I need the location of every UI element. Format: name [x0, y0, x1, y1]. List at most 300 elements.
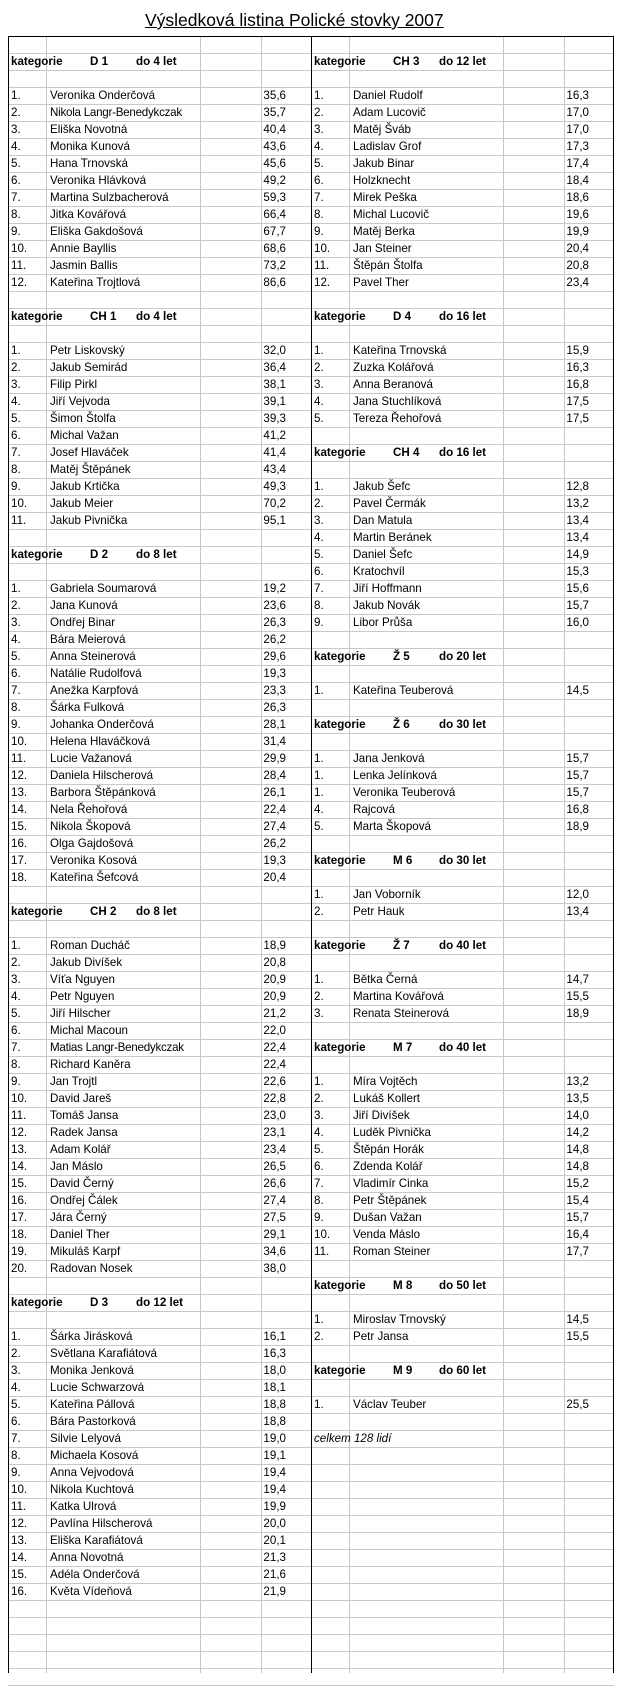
place: 13.	[11, 1534, 28, 1547]
result-row	[8, 104, 311, 121]
competitor-name: Lenka Jelínková	[353, 769, 437, 782]
place: 4.	[314, 1126, 324, 1139]
blank-row	[311, 869, 614, 886]
place: 3.	[314, 378, 324, 391]
place: 2.	[314, 1092, 324, 1105]
category-header	[311, 308, 614, 325]
blank-row	[311, 461, 614, 478]
place: 15.	[11, 1568, 28, 1581]
competitor-name: Pavel Ther	[353, 276, 409, 289]
place: 5.	[314, 412, 324, 425]
place: 5.	[11, 157, 21, 170]
blank-row	[311, 36, 614, 53]
result-time: 21,3	[263, 1551, 286, 1564]
competitor-name: Štěpán Horák	[353, 1143, 424, 1156]
competitor-name: Adéla Onderčová	[50, 1568, 140, 1581]
result-row	[311, 172, 614, 189]
place: 7.	[11, 191, 21, 204]
place: 1.	[11, 344, 21, 357]
blank-row	[311, 325, 614, 342]
result-row	[8, 1226, 311, 1243]
result-row	[8, 1243, 311, 1260]
result-time: 15,6	[566, 582, 589, 595]
place: 8.	[11, 208, 21, 221]
place: 3.	[314, 514, 324, 527]
place: 7.	[11, 446, 21, 459]
competitor-name: Martin Beránek	[353, 531, 432, 544]
competitor-name: Pavlína Hilscherová	[50, 1517, 153, 1530]
result-time: 15,7	[566, 752, 589, 765]
blank-row	[311, 1294, 614, 1311]
result-row	[8, 767, 311, 784]
place: 1.	[314, 89, 324, 102]
result-row	[311, 988, 614, 1005]
total-row	[311, 1430, 614, 1447]
result-row	[311, 1192, 614, 1209]
competitor-name: Radovan Nosek	[50, 1262, 133, 1275]
place: 7.	[11, 1432, 21, 1445]
competitor-name: Adam Lucovič	[353, 106, 426, 119]
blank-row	[311, 427, 614, 444]
competitor-name: Petr Štěpánek	[353, 1194, 427, 1207]
result-row	[8, 1073, 311, 1090]
result-time: 15,2	[566, 1177, 589, 1190]
competitor-name: Miroslav Trnovský	[353, 1313, 446, 1326]
result-row	[311, 529, 614, 546]
place: 4.	[314, 140, 324, 153]
competitor-name: Dušan Važan	[353, 1211, 422, 1224]
category-label: kategorie	[11, 310, 63, 323]
left-column	[8, 36, 311, 1600]
competitor-name: David Černý	[50, 1177, 114, 1190]
competitor-name: Katka Ulrová	[50, 1500, 117, 1513]
result-time: 38,1	[263, 378, 286, 391]
competitor-name: Víťa Nguyen	[50, 973, 115, 986]
competitor-name: Eliška Novotná	[50, 123, 128, 136]
result-row	[311, 393, 614, 410]
place: 11.	[11, 259, 27, 272]
place: 9.	[11, 225, 21, 238]
category-age: do 30 let	[439, 718, 487, 731]
place: 2.	[11, 956, 21, 969]
grid-line	[8, 1617, 614, 1618]
result-row	[8, 1345, 311, 1362]
result-row	[8, 240, 311, 257]
competitor-name: Jana Stuchlíková	[353, 395, 442, 408]
result-time: 20,4	[263, 871, 286, 884]
result-row	[8, 818, 311, 835]
competitor-name: Roman Steiner	[353, 1245, 431, 1258]
result-time: 34,6	[263, 1245, 286, 1258]
result-time: 15,9	[566, 344, 589, 357]
result-row	[8, 750, 311, 767]
category-label: kategorie	[314, 1364, 366, 1377]
result-time: 29,9	[263, 752, 286, 765]
result-row	[8, 87, 311, 104]
place: 2.	[314, 497, 324, 510]
result-time: 26,3	[263, 616, 286, 629]
result-time: 16,3	[566, 361, 589, 374]
result-time: 15,7	[566, 786, 589, 799]
result-row	[8, 682, 311, 699]
result-time: 14,2	[566, 1126, 589, 1139]
result-row	[311, 512, 614, 529]
place: 11.	[11, 1109, 27, 1122]
result-time: 22,8	[263, 1092, 286, 1105]
place: 5.	[314, 1143, 324, 1156]
result-time: 23,1	[263, 1126, 286, 1139]
competitor-name: Libor Průša	[353, 616, 413, 629]
place: 4.	[314, 803, 324, 816]
place: 15.	[11, 1177, 28, 1190]
category-label: kategorie	[11, 905, 63, 918]
competitor-name: Jakub Krtička	[50, 480, 120, 493]
blank-row	[8, 529, 311, 546]
competitor-name: Jakub Novák	[353, 599, 421, 612]
result-time: 43,6	[263, 140, 286, 153]
result-row	[8, 393, 311, 410]
place: 1.	[314, 1398, 324, 1411]
result-row	[311, 1107, 614, 1124]
category-header	[311, 1277, 614, 1294]
blank-row	[311, 631, 614, 648]
result-row	[311, 87, 614, 104]
result-time: 22,6	[263, 1075, 286, 1088]
result-row	[311, 886, 614, 903]
competitor-name: Nela Řehořová	[50, 803, 128, 816]
result-time: 22,4	[263, 1058, 286, 1071]
result-row	[8, 1056, 311, 1073]
category-code: M 8	[393, 1279, 413, 1292]
result-row	[8, 342, 311, 359]
competitor-name: Veronika Hlávková	[50, 174, 147, 187]
competitor-name: Renata Steinerová	[353, 1007, 450, 1020]
competitor-name: Jakub Meier	[50, 497, 114, 510]
result-row	[8, 1192, 311, 1209]
result-time: 39,3	[263, 412, 286, 425]
competitor-name: Lukáš Kollert	[353, 1092, 421, 1105]
place: 1.	[11, 1330, 21, 1343]
place: 9.	[314, 225, 324, 238]
result-time: 23,4	[566, 276, 589, 289]
place: 9.	[314, 616, 324, 629]
result-time: 17,5	[566, 395, 589, 408]
place: 5.	[314, 157, 324, 170]
category-label: kategorie	[314, 55, 366, 68]
result-time: 16,3	[566, 89, 589, 102]
result-time: 17,0	[566, 106, 589, 119]
place: 3.	[314, 1109, 324, 1122]
competitor-name: Zdenda Kolář	[353, 1160, 423, 1173]
category-age: do 8 let	[136, 905, 177, 918]
competitor-name: Holzknecht	[353, 174, 411, 187]
result-time: 13,2	[566, 497, 589, 510]
result-time: 20,4	[566, 242, 589, 255]
category-age: do 20 let	[439, 650, 487, 663]
place: 8.	[11, 1449, 21, 1462]
grid-line	[8, 1668, 614, 1669]
place: 4.	[314, 531, 324, 544]
result-time: 25,5	[566, 1398, 589, 1411]
place: 2.	[314, 1330, 324, 1343]
result-row	[8, 954, 311, 971]
place: 14.	[11, 1551, 28, 1564]
result-row	[311, 1073, 614, 1090]
place: 3.	[11, 378, 21, 391]
place: 10.	[314, 242, 331, 255]
result-row	[8, 274, 311, 291]
place: 6.	[314, 1160, 324, 1173]
result-row	[311, 274, 614, 291]
result-time: 73,2	[263, 259, 286, 272]
result-row	[311, 1124, 614, 1141]
place: 13.	[11, 1143, 28, 1156]
result-time: 23,0	[263, 1109, 286, 1122]
result-row	[311, 359, 614, 376]
result-row	[8, 1328, 311, 1345]
result-time: 19,6	[566, 208, 589, 221]
competitor-name: David Jareš	[50, 1092, 112, 1105]
result-row	[8, 376, 311, 393]
competitor-name: Nikola Škopová	[50, 820, 131, 833]
result-time: 22,4	[263, 1041, 286, 1054]
result-time: 14,9	[566, 548, 589, 561]
category-code: M 7	[393, 1041, 413, 1054]
result-time: 38,0	[263, 1262, 286, 1275]
competitor-name: Jiří Hilscher	[50, 1007, 111, 1020]
result-row	[311, 750, 614, 767]
result-time: 29,6	[263, 650, 286, 663]
competitor-name: Richard Kaněra	[50, 1058, 131, 1071]
result-time: 15,7	[566, 599, 589, 612]
result-row	[311, 410, 614, 427]
category-age: do 50 let	[439, 1279, 487, 1292]
competitor-name: Radek Jansa	[50, 1126, 118, 1139]
competitor-name: Mikuláš Karpf	[50, 1245, 121, 1258]
result-time: 18,0	[263, 1364, 286, 1377]
competitor-name: Daniel Šefc	[353, 548, 413, 561]
competitor-name: Anna Beranová	[353, 378, 433, 391]
result-time: 20,9	[263, 990, 286, 1003]
competitor-name: Jára Černý	[50, 1211, 107, 1224]
blank-row	[311, 1056, 614, 1073]
result-row	[311, 1328, 614, 1345]
place: 15.	[11, 820, 28, 833]
category-code: M 9	[393, 1364, 413, 1377]
competitor-name: Bára Pastorková	[50, 1415, 136, 1428]
result-row	[8, 1583, 311, 1600]
place: 3.	[11, 616, 21, 629]
result-row	[8, 512, 311, 529]
competitor-name: Jan Máslo	[50, 1160, 103, 1173]
result-time: 22,4	[263, 803, 286, 816]
competitor-name: Martina Kovářová	[353, 990, 444, 1003]
result-row	[311, 1396, 614, 1413]
result-row	[8, 1447, 311, 1464]
result-row	[8, 1549, 311, 1566]
category-age: do 8 let	[136, 548, 177, 561]
result-time: 18,9	[263, 939, 286, 952]
result-time: 20,0	[263, 1517, 286, 1530]
place: 2.	[314, 106, 324, 119]
category-header	[311, 1039, 614, 1056]
result-time: 15,7	[566, 769, 589, 782]
place: 16.	[11, 837, 28, 850]
place: 1.	[314, 1313, 324, 1326]
result-time: 16,0	[566, 616, 589, 629]
competitor-name: Dan Matula	[353, 514, 413, 527]
result-row	[8, 1464, 311, 1481]
result-row	[311, 563, 614, 580]
category-age: do 60 let	[439, 1364, 487, 1377]
result-time: 13,2	[566, 1075, 589, 1088]
result-time: 19,3	[263, 854, 286, 867]
competitor-name: Bára Meierová	[50, 633, 126, 646]
place: 9.	[11, 1075, 21, 1088]
place: 13.	[11, 786, 28, 799]
result-time: 16,1	[263, 1330, 286, 1343]
result-time: 26,2	[263, 837, 286, 850]
competitor-name: Veronika Onderčová	[50, 89, 156, 102]
place: 6.	[314, 565, 324, 578]
category-header	[311, 648, 614, 665]
competitor-name: Adam Kolář	[50, 1143, 111, 1156]
competitor-name: Anežka Karpfová	[50, 684, 139, 697]
result-row	[311, 1226, 614, 1243]
result-time: 22,0	[263, 1024, 286, 1037]
category-age: do 12 let	[136, 1296, 184, 1309]
place: 10.	[11, 242, 28, 255]
result-row	[8, 665, 311, 682]
place: 8.	[11, 463, 21, 476]
competitor-name: Gabriela Soumarová	[50, 582, 157, 595]
category-header	[311, 1362, 614, 1379]
result-time: 18,9	[566, 820, 589, 833]
result-row	[8, 1107, 311, 1124]
result-row	[8, 1396, 311, 1413]
result-row	[311, 342, 614, 359]
category-label: kategorie	[314, 718, 366, 731]
category-code: D 4	[393, 310, 412, 323]
result-time: 20,1	[263, 1534, 286, 1547]
result-row	[8, 1209, 311, 1226]
category-code: CH 3	[393, 55, 420, 68]
result-time: 12,8	[566, 480, 589, 493]
result-row	[311, 1090, 614, 1107]
result-time: 20,8	[263, 956, 286, 969]
place: 1.	[314, 684, 324, 697]
blank-row	[311, 665, 614, 682]
result-row	[8, 648, 311, 665]
competitor-name: Jakub Divíšek	[50, 956, 123, 969]
category-age: do 40 let	[439, 939, 487, 952]
result-row	[311, 597, 614, 614]
competitor-name: Barbora Štěpánková	[50, 786, 156, 799]
category-label: kategorie	[11, 1296, 63, 1309]
result-time: 15,5	[566, 1330, 589, 1343]
result-time: 20,8	[566, 259, 589, 272]
right-column	[311, 36, 614, 1447]
place: 6.	[11, 429, 21, 442]
result-time: 19,0	[263, 1432, 286, 1445]
category-code: CH 4	[393, 446, 420, 459]
category-age: do 40 let	[439, 1041, 487, 1054]
result-time: 13,4	[566, 905, 589, 918]
category-header	[8, 1294, 311, 1311]
competitor-name: Matěj Šváb	[353, 123, 411, 136]
result-time: 14,7	[566, 973, 589, 986]
place: 9.	[314, 1211, 324, 1224]
blank-row	[8, 1277, 311, 1294]
result-time: 43,4	[263, 463, 286, 476]
competitor-name: Květa Vídeňová	[50, 1585, 132, 1598]
place: 6.	[11, 1024, 21, 1037]
competitor-name: Jakub Binar	[353, 157, 415, 170]
place: 2.	[314, 990, 324, 1003]
result-time: 15,4	[566, 1194, 589, 1207]
result-time: 21,2	[263, 1007, 286, 1020]
result-row	[311, 1158, 614, 1175]
competitor-name: Petr Nguyen	[50, 990, 115, 1003]
place: 1.	[314, 786, 324, 799]
result-time: 28,1	[263, 718, 286, 731]
result-row	[8, 716, 311, 733]
result-time: 49,2	[263, 174, 286, 187]
blank-row	[311, 733, 614, 750]
result-row	[8, 1362, 311, 1379]
result-row	[8, 699, 311, 716]
competitor-name: Michal Macoun	[50, 1024, 128, 1037]
result-time: 19,4	[263, 1466, 286, 1479]
result-row	[8, 444, 311, 461]
place: 5.	[314, 548, 324, 561]
result-time: 20,9	[263, 973, 286, 986]
competitor-name: Anna Novotná	[50, 1551, 124, 1564]
result-time: 40,4	[263, 123, 286, 136]
category-label: kategorie	[314, 854, 366, 867]
result-time: 13,4	[566, 514, 589, 527]
place: 1.	[314, 769, 324, 782]
place: 7.	[314, 1177, 324, 1190]
blank-row	[311, 1022, 614, 1039]
competitor-name: Natálie Rudolfová	[50, 667, 142, 680]
place: 12.	[11, 276, 28, 289]
competitor-name: Jan Trojtl	[50, 1075, 98, 1088]
result-row	[311, 1311, 614, 1328]
category-label: kategorie	[314, 1041, 366, 1054]
result-time: 18,8	[263, 1398, 286, 1411]
result-row	[311, 1175, 614, 1192]
result-row	[8, 478, 311, 495]
result-time: 17,0	[566, 123, 589, 136]
competitor-name: Jan Voborník	[353, 888, 421, 901]
result-time: 35,7	[263, 106, 286, 119]
result-time: 35,6	[263, 89, 286, 102]
competitor-name: Daniela Hilscherová	[50, 769, 154, 782]
competitor-name: Daniel Rudolf	[353, 89, 423, 102]
result-time: 23,3	[263, 684, 286, 697]
result-time: 27,4	[263, 820, 286, 833]
result-time: 14,5	[566, 684, 589, 697]
result-row	[8, 580, 311, 597]
result-time: 14,5	[566, 1313, 589, 1326]
place: 12.	[11, 769, 28, 782]
place: 3.	[11, 973, 21, 986]
competitor-name: Kateřina Trojtlová	[50, 276, 141, 289]
category-label: kategorie	[314, 310, 366, 323]
result-row	[8, 1039, 311, 1056]
result-row	[8, 869, 311, 886]
